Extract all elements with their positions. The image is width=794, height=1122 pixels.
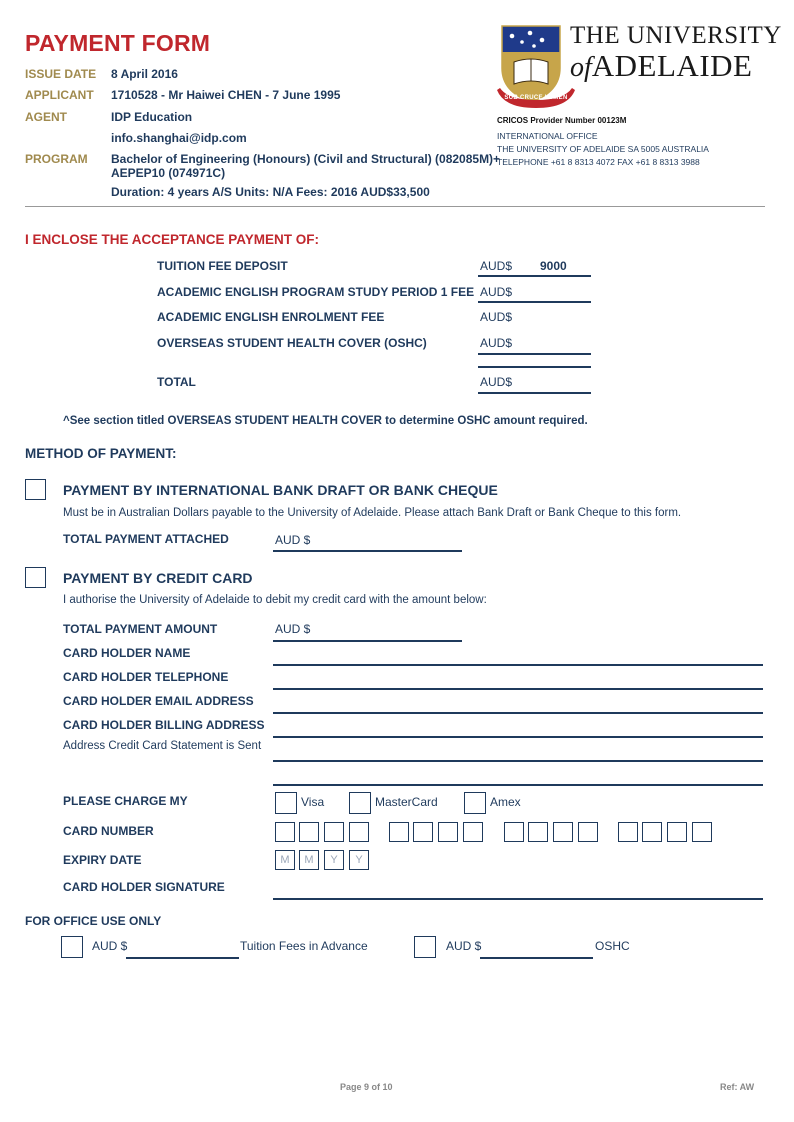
office-label-1: Tuition Fees in Advance [240, 939, 368, 953]
card-billing-field-3[interactable] [273, 784, 763, 786]
oshc-note: ^See section titled OVERSEAS STUDENT HEALTH COVER to determine OSHC amount required. [63, 415, 588, 427]
fee-tuition-line [478, 275, 591, 277]
visa-label: Visa [301, 795, 325, 809]
card-digit-box[interactable] [275, 822, 295, 842]
fee-enrol-label: ACADEMIC ENGLISH ENROLMENT FEE [157, 310, 385, 324]
office-oshc-field[interactable] [480, 957, 593, 959]
office-tuition-field[interactable] [126, 957, 239, 959]
card-digit-box[interactable] [389, 822, 409, 842]
card-digit-box[interactable] [692, 822, 712, 842]
card-digit-box[interactable] [504, 822, 524, 842]
logo-line-2 [570, 48, 752, 84]
logo-line-1: THE UNIVERSITY [570, 22, 782, 49]
issue-date-value: 8 April 2016 [111, 67, 178, 81]
card-name-label: CARD HOLDER NAME [63, 646, 191, 660]
fee-total-label: TOTAL [157, 375, 196, 389]
card-digit-box[interactable] [618, 822, 638, 842]
visa-checkbox[interactable] [275, 792, 297, 814]
applicant-value: 1710528 - Mr Haiwei CHEN - 7 June 1995 [111, 88, 341, 102]
expiry-label: EXPIRY DATE [63, 853, 142, 867]
enclose-heading: I ENCLOSE THE ACCEPTANCE PAYMENT OF: [25, 232, 320, 247]
card-number-field[interactable] [275, 822, 725, 846]
card-digit-box[interactable] [553, 822, 573, 842]
expiry-field[interactable] [275, 850, 375, 874]
fee-total-line[interactable] [478, 392, 591, 394]
program-value-2: AEPEP10 (074971C) [111, 166, 226, 180]
logo-adelaide: ADELAIDE [591, 48, 753, 83]
fee-oshc-label: OVERSEAS STUDENT HEALTH COVER (OSHC) [157, 336, 427, 350]
fee-subtotal-line [478, 366, 591, 368]
credit-card-desc: I authorise the University of Adelaide to debit my credit card with the amount below: [63, 594, 487, 606]
card-phone-field[interactable] [273, 688, 763, 690]
card-email-label: CARD HOLDER EMAIL ADDRESS [63, 694, 254, 708]
fee-tuition-amount[interactable]: 9000 [540, 259, 567, 273]
office-phone: TELEPHONE +61 8 8313 4072 FAX +61 8 8313 3988 [497, 157, 700, 167]
card-total-label: TOTAL PAYMENT AMOUNT [63, 622, 218, 636]
card-digit-box[interactable] [528, 822, 548, 842]
expiry-month-box[interactable]: M [275, 850, 295, 870]
card-digit-box[interactable] [667, 822, 687, 842]
bank-draft-desc: Must be in Australian Dollars payable to the University of Adelaide. Please attach Bank Draft or Bank Cheque to this form. [63, 507, 682, 519]
card-digit-box[interactable] [324, 822, 344, 842]
card-digit-box[interactable] [463, 822, 483, 842]
page-title: PAYMENT FORM [25, 30, 211, 56]
card-total-prefix: AUD $ [275, 622, 311, 636]
applicant-label: APPLICANT [25, 88, 94, 102]
bank-draft-checkbox[interactable] [25, 479, 46, 500]
office-label-2: OSHC [595, 939, 630, 953]
crest-motto: SUB CRUCE LUMEN [504, 95, 568, 101]
card-billing-field[interactable] [273, 736, 763, 738]
office-oshc-checkbox[interactable] [414, 936, 436, 958]
mastercard-label: MasterCard [375, 795, 438, 809]
signature-label: CARD HOLDER SIGNATURE [63, 880, 225, 894]
bank-draft-title: PAYMENT BY INTERNATIONAL BANK DRAFT OR BANK CHEQUE [63, 482, 498, 498]
signature-field[interactable] [273, 898, 763, 900]
expiry-year-box[interactable]: Y [349, 850, 369, 870]
card-digit-box[interactable] [438, 822, 458, 842]
fee-aep-line[interactable] [478, 301, 591, 303]
issue-date-label: ISSUE DATE [25, 67, 97, 81]
fee-total-currency: AUD$ [480, 375, 513, 389]
agent-label: AGENT [25, 110, 67, 124]
bank-total-label: TOTAL PAYMENT ATTACHED [63, 532, 229, 546]
amex-label: Amex [490, 795, 521, 809]
method-heading: METHOD OF PAYMENT: [25, 446, 177, 461]
agent-value: IDP Education [111, 110, 193, 124]
card-digit-box[interactable] [642, 822, 662, 842]
card-digit-box[interactable] [349, 822, 369, 842]
credit-card-title: PAYMENT BY CREDIT CARD [63, 570, 253, 586]
reference: Ref: AW [720, 1082, 755, 1092]
card-phone-label: CARD HOLDER TELEPHONE [63, 670, 229, 684]
card-digit-box[interactable] [299, 822, 319, 842]
card-number-label: CARD NUMBER [63, 824, 154, 838]
office-heading: FOR OFFICE USE ONLY [25, 914, 162, 928]
program-duration: Duration: 4 years A/S Units: N/A Fees: 2016 AUD$33,500 [111, 185, 430, 199]
fee-tuition-currency: AUD$ [480, 259, 513, 273]
office-tuition-checkbox[interactable] [61, 936, 83, 958]
fee-aep-label: ACADEMIC ENGLISH PROGRAM STUDY PERIOD 1 FEE [157, 285, 475, 299]
header-divider [25, 206, 765, 207]
agent-email: info.shanghai@idp.com [111, 131, 247, 145]
card-email-field[interactable] [273, 712, 763, 714]
card-billing-sub: Address Credit Card Statement is Sent [63, 740, 262, 752]
office-prefix-1: AUD $ [92, 939, 128, 953]
card-billing-label: CARD HOLDER BILLING ADDRESS [63, 718, 265, 732]
card-digit-box[interactable] [578, 822, 598, 842]
page-number: Page 9 of 10 [340, 1082, 393, 1092]
logo-of: of [570, 52, 592, 83]
mastercard-checkbox[interactable] [349, 792, 371, 814]
program-label: PROGRAM [25, 152, 88, 166]
card-total-field[interactable] [273, 640, 462, 642]
fee-tuition-label: TUITION FEE DEPOSIT [157, 259, 288, 273]
card-name-field[interactable] [273, 664, 763, 666]
program-value: Bachelor of Engineering (Honours) (Civil and Structural) (082085M)+ [111, 152, 501, 166]
bank-total-field[interactable] [273, 550, 462, 552]
fee-aep-currency: AUD$ [480, 285, 513, 299]
bank-total-prefix: AUD $ [275, 533, 311, 547]
expiry-year-box[interactable]: Y [324, 850, 344, 870]
fee-enrol-currency: AUD$ [480, 310, 513, 324]
credit-card-checkbox[interactable] [25, 567, 46, 588]
charge-label: PLEASE CHARGE MY [63, 794, 188, 808]
fee-oshc-currency: AUD$ [480, 336, 513, 350]
card-billing-field-2[interactable] [273, 760, 763, 762]
fee-oshc-line[interactable] [478, 353, 591, 355]
card-digit-box[interactable] [413, 822, 433, 842]
office-name: INTERNATIONAL OFFICE [497, 131, 598, 141]
cricos-number: CRICOS Provider Number 00123M [497, 116, 627, 125]
amex-checkbox[interactable] [464, 792, 486, 814]
expiry-month-box[interactable]: M [299, 850, 319, 870]
office-address: THE UNIVERSITY OF ADELAIDE SA 5005 AUSTRALIA [497, 144, 709, 154]
office-prefix-2: AUD $ [446, 939, 482, 953]
